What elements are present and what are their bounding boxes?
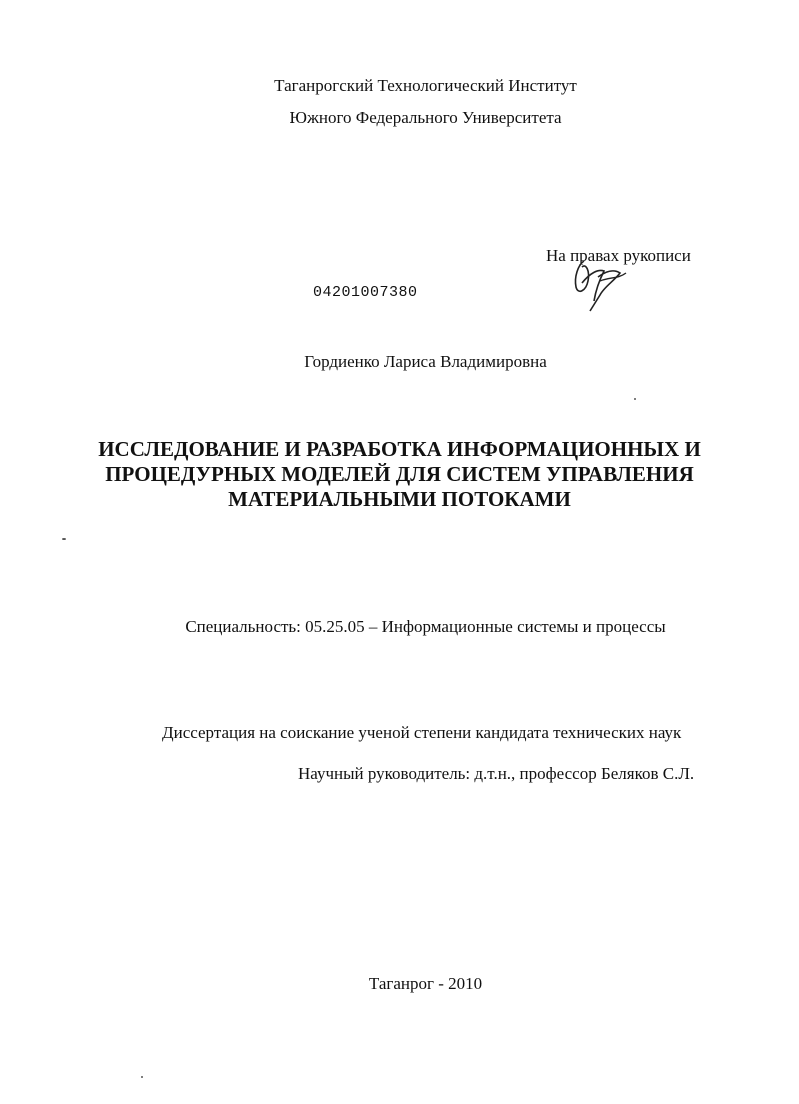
scan-speck: [62, 538, 66, 540]
city-year: Таганрог - 2010: [368, 974, 483, 993]
title-line-1: ИССЛЕДОВАНИЕ И РАЗРАБОТКА ИНФОРМАЦИОННЫХ И: [98, 437, 701, 461]
manuscript-note: На правах рукописи: [546, 246, 691, 265]
title-line-2: ПРОЦЕДУРНЫХ МОДЕЛЕЙ ДЛЯ СИСТЕМ УПРАВЛЕНИЯ: [105, 462, 694, 486]
scan-speck: [634, 398, 636, 400]
handwritten-signature: [560, 243, 632, 313]
specialty: Специальность: 05.25.05 – Информационные системы и процессы: [185, 617, 666, 636]
scan-speck: [141, 1076, 143, 1078]
dissertation-title: [0, 437, 799, 512]
institute-name: Таганрогский Технологический Институт: [274, 76, 577, 95]
document-code: 04201007380: [313, 284, 418, 301]
supervisor: Научный руководитель: д.т.н., профессор Беляков С.Л.: [298, 764, 695, 783]
title-line-3: МАТЕРИАЛЬНЫМИ ПОТОКАМИ: [228, 487, 571, 511]
dissertation-note: Диссертация на соискание ученой степени кандидата технических наук: [162, 723, 682, 742]
author-name: Гордиенко Лариса Владимировна: [304, 352, 547, 371]
university-name: Южного Федерального Университета: [289, 108, 562, 127]
